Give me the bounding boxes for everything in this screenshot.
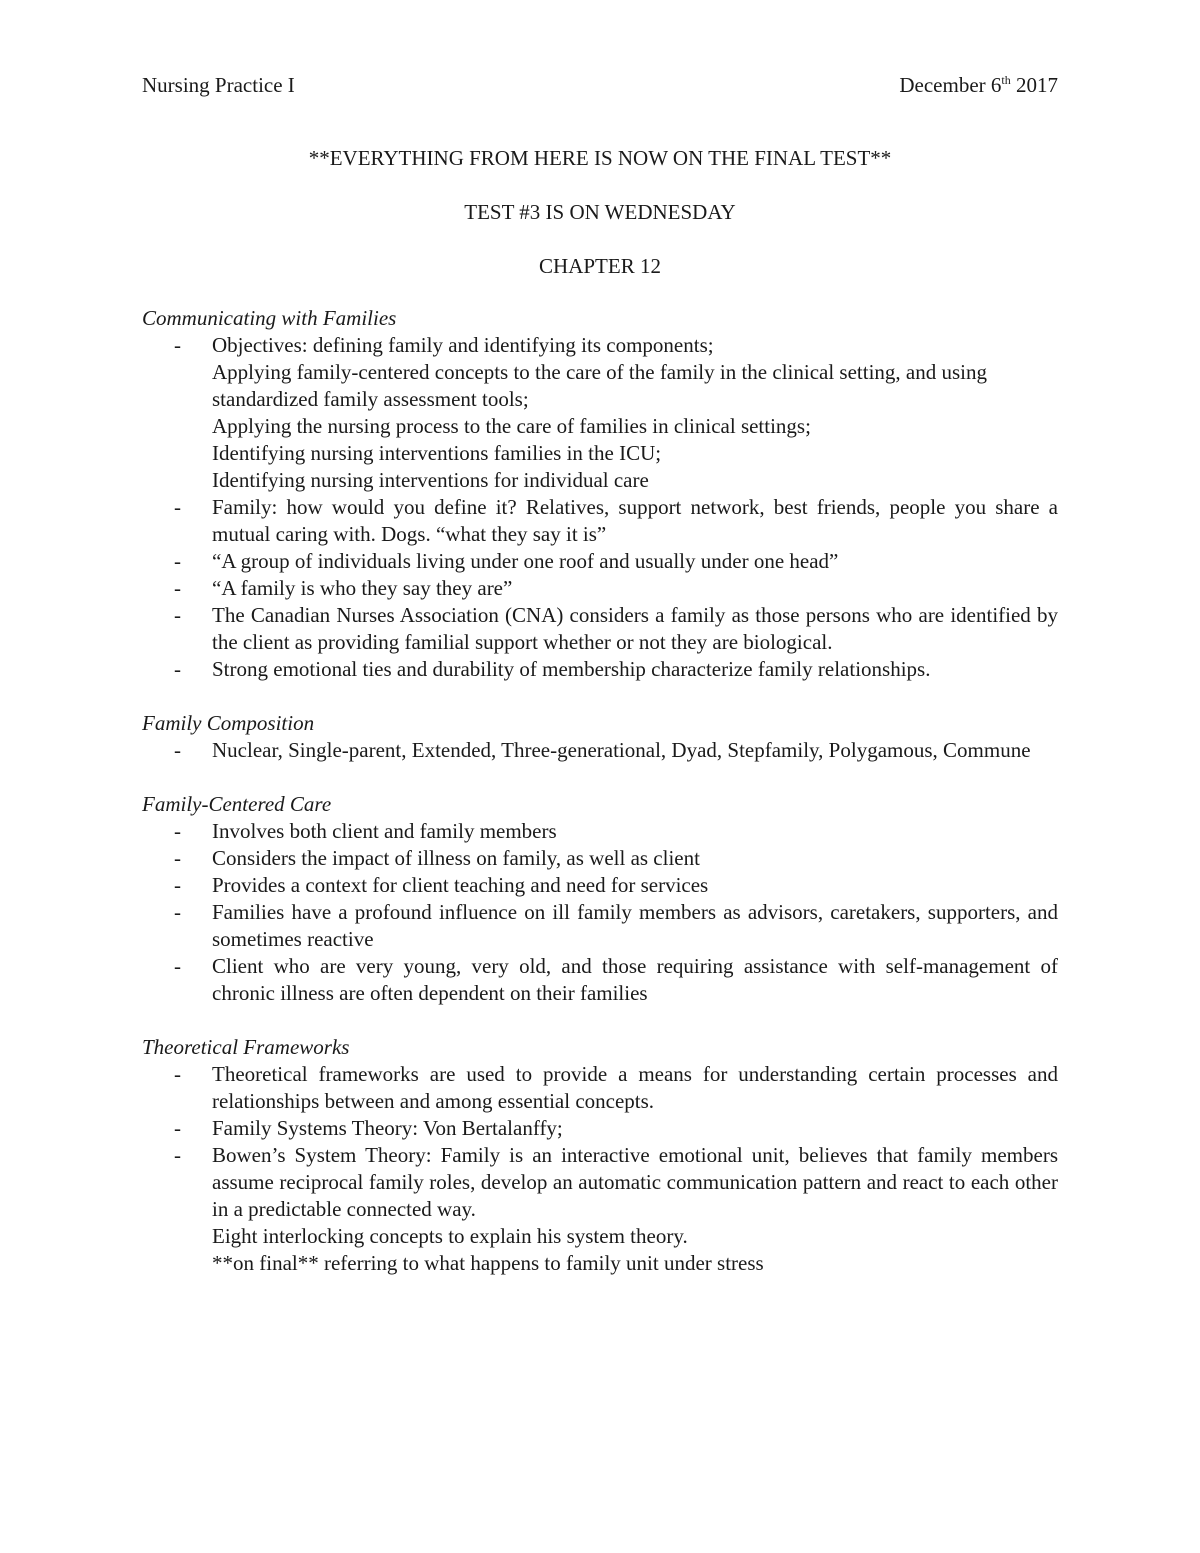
list-item-text: “A family is who they say they are” bbox=[212, 576, 513, 600]
dash-bullet-icon: - bbox=[174, 873, 181, 897]
list-item-text: Theoretical frameworks are used to provide a means for understanding certain processes and relationships between and among essential concepts. bbox=[212, 1062, 1058, 1113]
list-item bbox=[142, 737, 1058, 764]
page-header bbox=[142, 72, 1058, 99]
list-item-text: Involves both client and family members bbox=[212, 819, 557, 843]
dash-bullet-icon: - bbox=[174, 900, 181, 924]
list-item bbox=[142, 656, 1058, 683]
dash-bullet-icon: - bbox=[174, 576, 181, 600]
list-item-continuation bbox=[142, 413, 1058, 440]
section-title: Communicating with Families bbox=[142, 306, 397, 330]
list-item-continuation bbox=[142, 1223, 1058, 1250]
list-item-text: Identifying nursing interventions families in the ICU; bbox=[212, 441, 662, 465]
chapter-heading: CHAPTER 12 bbox=[539, 254, 661, 278]
dash-bullet-icon: - bbox=[174, 549, 181, 573]
list-item bbox=[142, 602, 1058, 656]
dash-bullet-icon: - bbox=[174, 738, 181, 762]
list-item-text: Applying the nursing process to the care of families in clinical settings; bbox=[212, 414, 811, 438]
list-item-text: Applying family-centered concepts to the care of the family in the clinical setting, and using standardized family assessment tools; bbox=[212, 360, 988, 411]
list-item-continuation bbox=[142, 440, 1058, 467]
section-title: Family Composition bbox=[142, 711, 315, 735]
list-item-text: Strong emotional ties and durability of membership characterize family relationships. bbox=[212, 657, 931, 681]
list-item-text: Bowen’s System Theory: Family is an interactive emotional unit, believes that family members assume reciprocal family roles, develop an automatic communication pattern and react to each other in a predictable connected way. bbox=[212, 1143, 1058, 1221]
list-item-text: Families have a profound influence on ill family members as advisors, caretakers, supporters, and sometimes reactive bbox=[212, 900, 1058, 951]
section bbox=[142, 710, 1058, 764]
list-item bbox=[142, 575, 1058, 602]
list-item-text: **on final** referring to what happens to family unit under stress bbox=[212, 1251, 764, 1275]
list-item-text: Client who are very young, very old, and those requiring assistance with self-management of chronic illness are often dependent on their families bbox=[212, 954, 1058, 1005]
bullet-list bbox=[142, 332, 1058, 683]
list-item bbox=[142, 1142, 1058, 1223]
list-item-text: Considers the impact of illness on family, as well as client bbox=[212, 846, 700, 870]
list-item-text: The Canadian Nurses Association (CNA) considers a family as those persons who are identified by the client as providing familial support whether or not they are biological. bbox=[212, 603, 1058, 654]
list-item-continuation bbox=[142, 467, 1058, 494]
dash-bullet-icon: - bbox=[174, 846, 181, 870]
dash-bullet-icon: - bbox=[174, 333, 181, 357]
dash-bullet-icon: - bbox=[174, 495, 181, 519]
section bbox=[142, 1034, 1058, 1277]
dash-bullet-icon: - bbox=[174, 1062, 181, 1086]
list-item bbox=[142, 1061, 1058, 1115]
course-title: Nursing Practice I bbox=[142, 73, 295, 97]
list-item bbox=[142, 818, 1058, 845]
list-item bbox=[142, 845, 1058, 872]
date-ordinal: th bbox=[1001, 73, 1011, 87]
list-item bbox=[142, 1115, 1058, 1142]
list-item-text: Objectives: defining family and identifying its components; bbox=[212, 333, 714, 357]
dash-bullet-icon: - bbox=[174, 954, 181, 978]
list-item-text: Family Systems Theory: Von Bertalanffy; bbox=[212, 1116, 563, 1140]
list-item bbox=[142, 548, 1058, 575]
bullet-list bbox=[142, 1061, 1058, 1277]
list-item-text: Family: how would you define it? Relatives, support network, best friends, people you share a mutual caring with. Dogs. “what they say it is” bbox=[212, 495, 1058, 546]
list-item bbox=[142, 332, 1058, 359]
list-item-text: Nuclear, Single-parent, Extended, Three-generational, Dyad, Stepfamily, Polygamous, Commune bbox=[212, 738, 1031, 762]
list-item bbox=[142, 953, 1058, 1007]
notes-body bbox=[142, 305, 1058, 1304]
dash-bullet-icon: - bbox=[174, 1116, 181, 1140]
list-item bbox=[142, 872, 1058, 899]
list-item-text: Provides a context for client teaching and need for services bbox=[212, 873, 709, 897]
list-item-text: “A group of individuals living under one roof and usually under one head” bbox=[212, 549, 839, 573]
dash-bullet-icon: - bbox=[174, 1143, 181, 1167]
section-title: Family-Centered Care bbox=[142, 792, 332, 816]
bullet-list bbox=[142, 818, 1058, 1007]
section bbox=[142, 305, 1058, 683]
header-date bbox=[899, 72, 1058, 99]
list-item bbox=[142, 899, 1058, 953]
date-year: 2017 bbox=[1010, 73, 1058, 97]
list-item-text: Eight interlocking concepts to explain his system theory. bbox=[212, 1224, 688, 1248]
section-title: Theoretical Frameworks bbox=[142, 1035, 350, 1059]
bullet-list bbox=[142, 737, 1058, 764]
list-item-continuation bbox=[142, 1250, 1058, 1277]
list-item bbox=[142, 494, 1058, 548]
dash-bullet-icon: - bbox=[174, 657, 181, 681]
list-item-text: Identifying nursing interventions for individual care bbox=[212, 468, 649, 492]
final-test-notice: **EVERYTHING FROM HERE IS NOW ON THE FINAL TEST** bbox=[308, 146, 892, 170]
section bbox=[142, 791, 1058, 1007]
dash-bullet-icon: - bbox=[174, 603, 181, 627]
date-prefix: December 6 bbox=[899, 73, 1002, 97]
list-item-continuation bbox=[142, 359, 1058, 413]
test-date-notice: TEST #3 IS ON WEDNESDAY bbox=[464, 200, 736, 224]
dash-bullet-icon: - bbox=[174, 819, 181, 843]
